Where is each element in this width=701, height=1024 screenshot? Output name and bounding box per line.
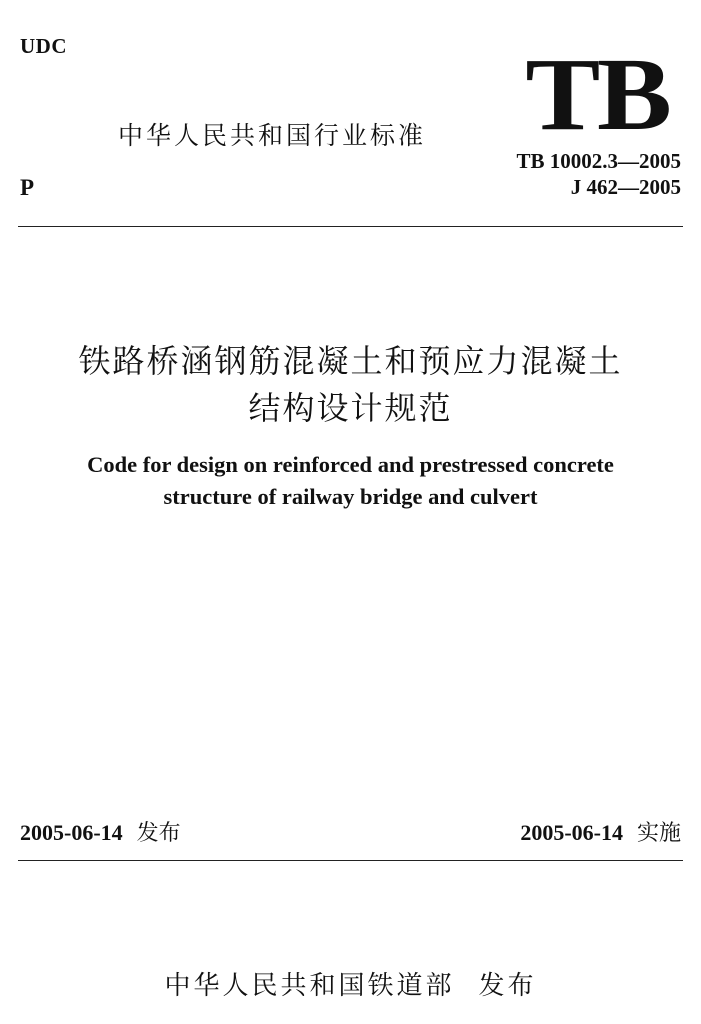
effective-label: 实施 xyxy=(636,821,681,846)
footer-divider xyxy=(18,860,683,861)
header-divider xyxy=(18,226,683,227)
publisher-label: 发布 xyxy=(478,971,537,1001)
tb-logo: TB xyxy=(525,37,669,152)
code-primary: TB 10002.3—2005 xyxy=(516,149,681,173)
standard-type: 中华人民共和国行业标准 xyxy=(118,121,427,150)
effective-date: 2005-06-14 xyxy=(520,820,623,845)
publisher-name: 中华人民共和国铁道部 xyxy=(164,971,455,1001)
standard-codes xyxy=(516,148,681,200)
issue-label: 发布 xyxy=(136,821,181,846)
title-cn-line1: 铁路桥涵钢筋混凝土和预应力混凝土 xyxy=(78,342,623,380)
publisher-block xyxy=(0,965,701,1002)
title-cn-line2: 结构设计规范 xyxy=(248,389,453,427)
issue-date: 2005-06-14 xyxy=(20,820,123,845)
udc-label: UDC xyxy=(20,34,67,58)
issue-date-block xyxy=(20,816,181,847)
title-en-line2: structure of railway bridge and culvert xyxy=(163,484,538,509)
effective-date-block xyxy=(520,816,681,847)
title-en-line1: Code for design on reinforced and prestressed concrete xyxy=(87,452,614,477)
code-secondary: J 462—2005 xyxy=(570,175,681,199)
classification-label: P xyxy=(20,175,35,200)
